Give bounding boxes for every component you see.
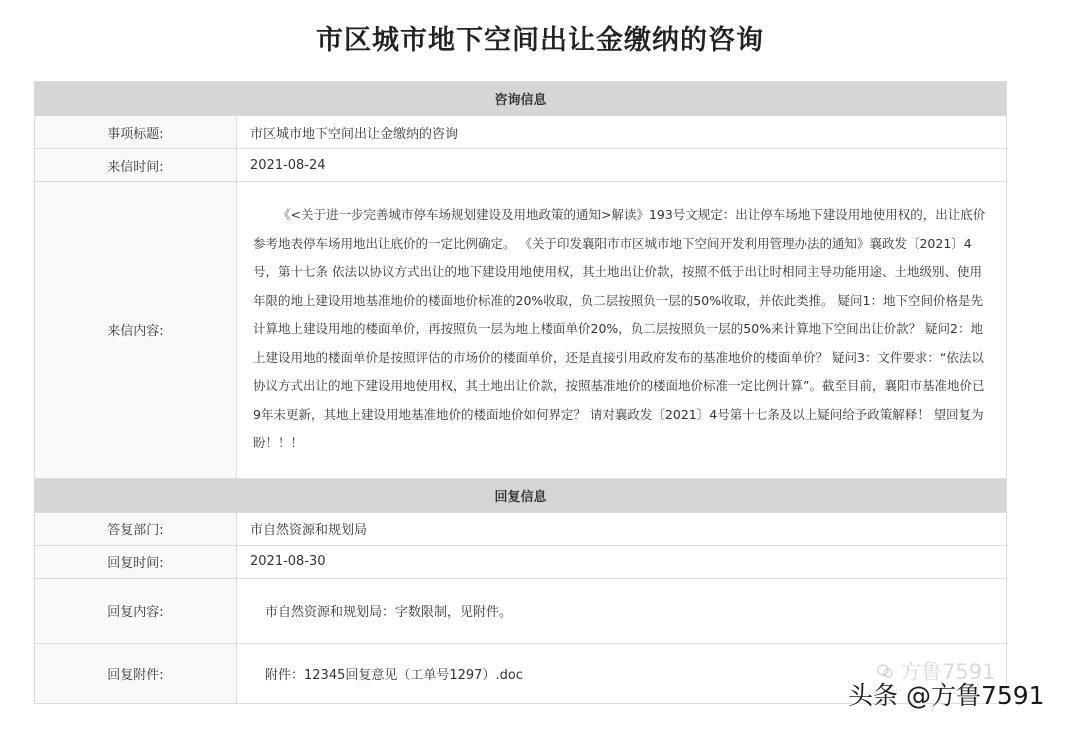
inquiry-content-text: 《<关于进一步完善城市停车场规划建设及用地政策的通知>解读》193号文规定：出让停车场地下建设用地使用权的，出让底价参考地表停车场用地出让底价的一定比例确定。 《关于印发襄阳市市区城市地下空间开发利用管理办法的通知》襄政发〔2021〕4号，第十七条 依法以协议方式出让的地下建设用地使用权，其土地出让价款，按照不低于出让时相同主导功能用途、土地级别、使用年限的地上建设用地基准地价的楼面地价标准的20%收取，负二层按照负一层的50%收取，并依此类推。 疑问1：地下空间价格是先计算地上建设用地的楼面单价，再按照负一层为地上楼面单价20%，负二层按照负一层的50%来计算地下空间出让价款？ 疑问2：地上建设用地的楼面单价是按照评估的市场价的楼面单价，还是直接引用政府发布的基准地价的楼面单价？ 疑问3：文件要求：“依法以协议方式出让的地下建设用地使用权，其土地出让价款，按照基准地价的楼面地价标准一定比例计算”。截至目前，襄阳市基准地价已9年未更新，其地上建设用地基准地价的楼面地价如何界定？ 请对襄政发〔2021〕4号第十七条及以上疑问给予政策解释！ 望回复为盼！！！ <box>253 207 986 450</box>
page-title: 市区城市地下空间出让金缴纳的咨询 <box>316 25 764 56</box>
reply-section-header <box>35 478 1007 512</box>
reply-dept-row <box>35 512 1007 545</box>
subject-label: 事项标题: <box>35 116 237 149</box>
reply-attachment-label: 回复附件: <box>35 643 237 703</box>
inquiry-date-row <box>35 149 1007 182</box>
reply-content-label: 回复内容: <box>35 578 237 643</box>
reply-content-row <box>35 578 1007 643</box>
consultation-table <box>34 81 1007 704</box>
reply-date-row <box>35 545 1007 578</box>
subject-row <box>35 116 1007 149</box>
reply-section-title: 回复信息 <box>35 478 1007 512</box>
reply-date-value: 2021-08-30 <box>237 545 1007 578</box>
inquiry-content-cell <box>237 182 1007 479</box>
reply-content-value: 市自然资源和规划局：字数限制，见附件。 <box>237 578 1007 643</box>
inquiry-section-header <box>35 82 1007 116</box>
inquiry-date-value: 2021-08-24 <box>237 149 1007 182</box>
reply-attachment-link[interactable]: 附件：12345回复意见（工单号1297）.doc <box>237 643 1007 703</box>
reply-dept-label: 答复部门: <box>35 512 237 545</box>
inquiry-section-title: 咨询信息 <box>35 82 1007 116</box>
reply-date-label: 回复时间: <box>35 545 237 578</box>
watermark-faint-text: 方鲁7591 <box>900 660 996 684</box>
reply-dept-value: 市自然资源和规划局 <box>237 512 1007 545</box>
subject-value: 市区城市地下空间出让金缴纳的咨询 <box>237 116 1007 149</box>
inquiry-content-label: 来信内容: <box>35 182 237 479</box>
inquiry-date-label: 来信时间: <box>35 149 237 182</box>
inquiry-content-row <box>35 182 1007 479</box>
watermark-text: 头条 @方鲁7591 <box>848 681 1045 710</box>
